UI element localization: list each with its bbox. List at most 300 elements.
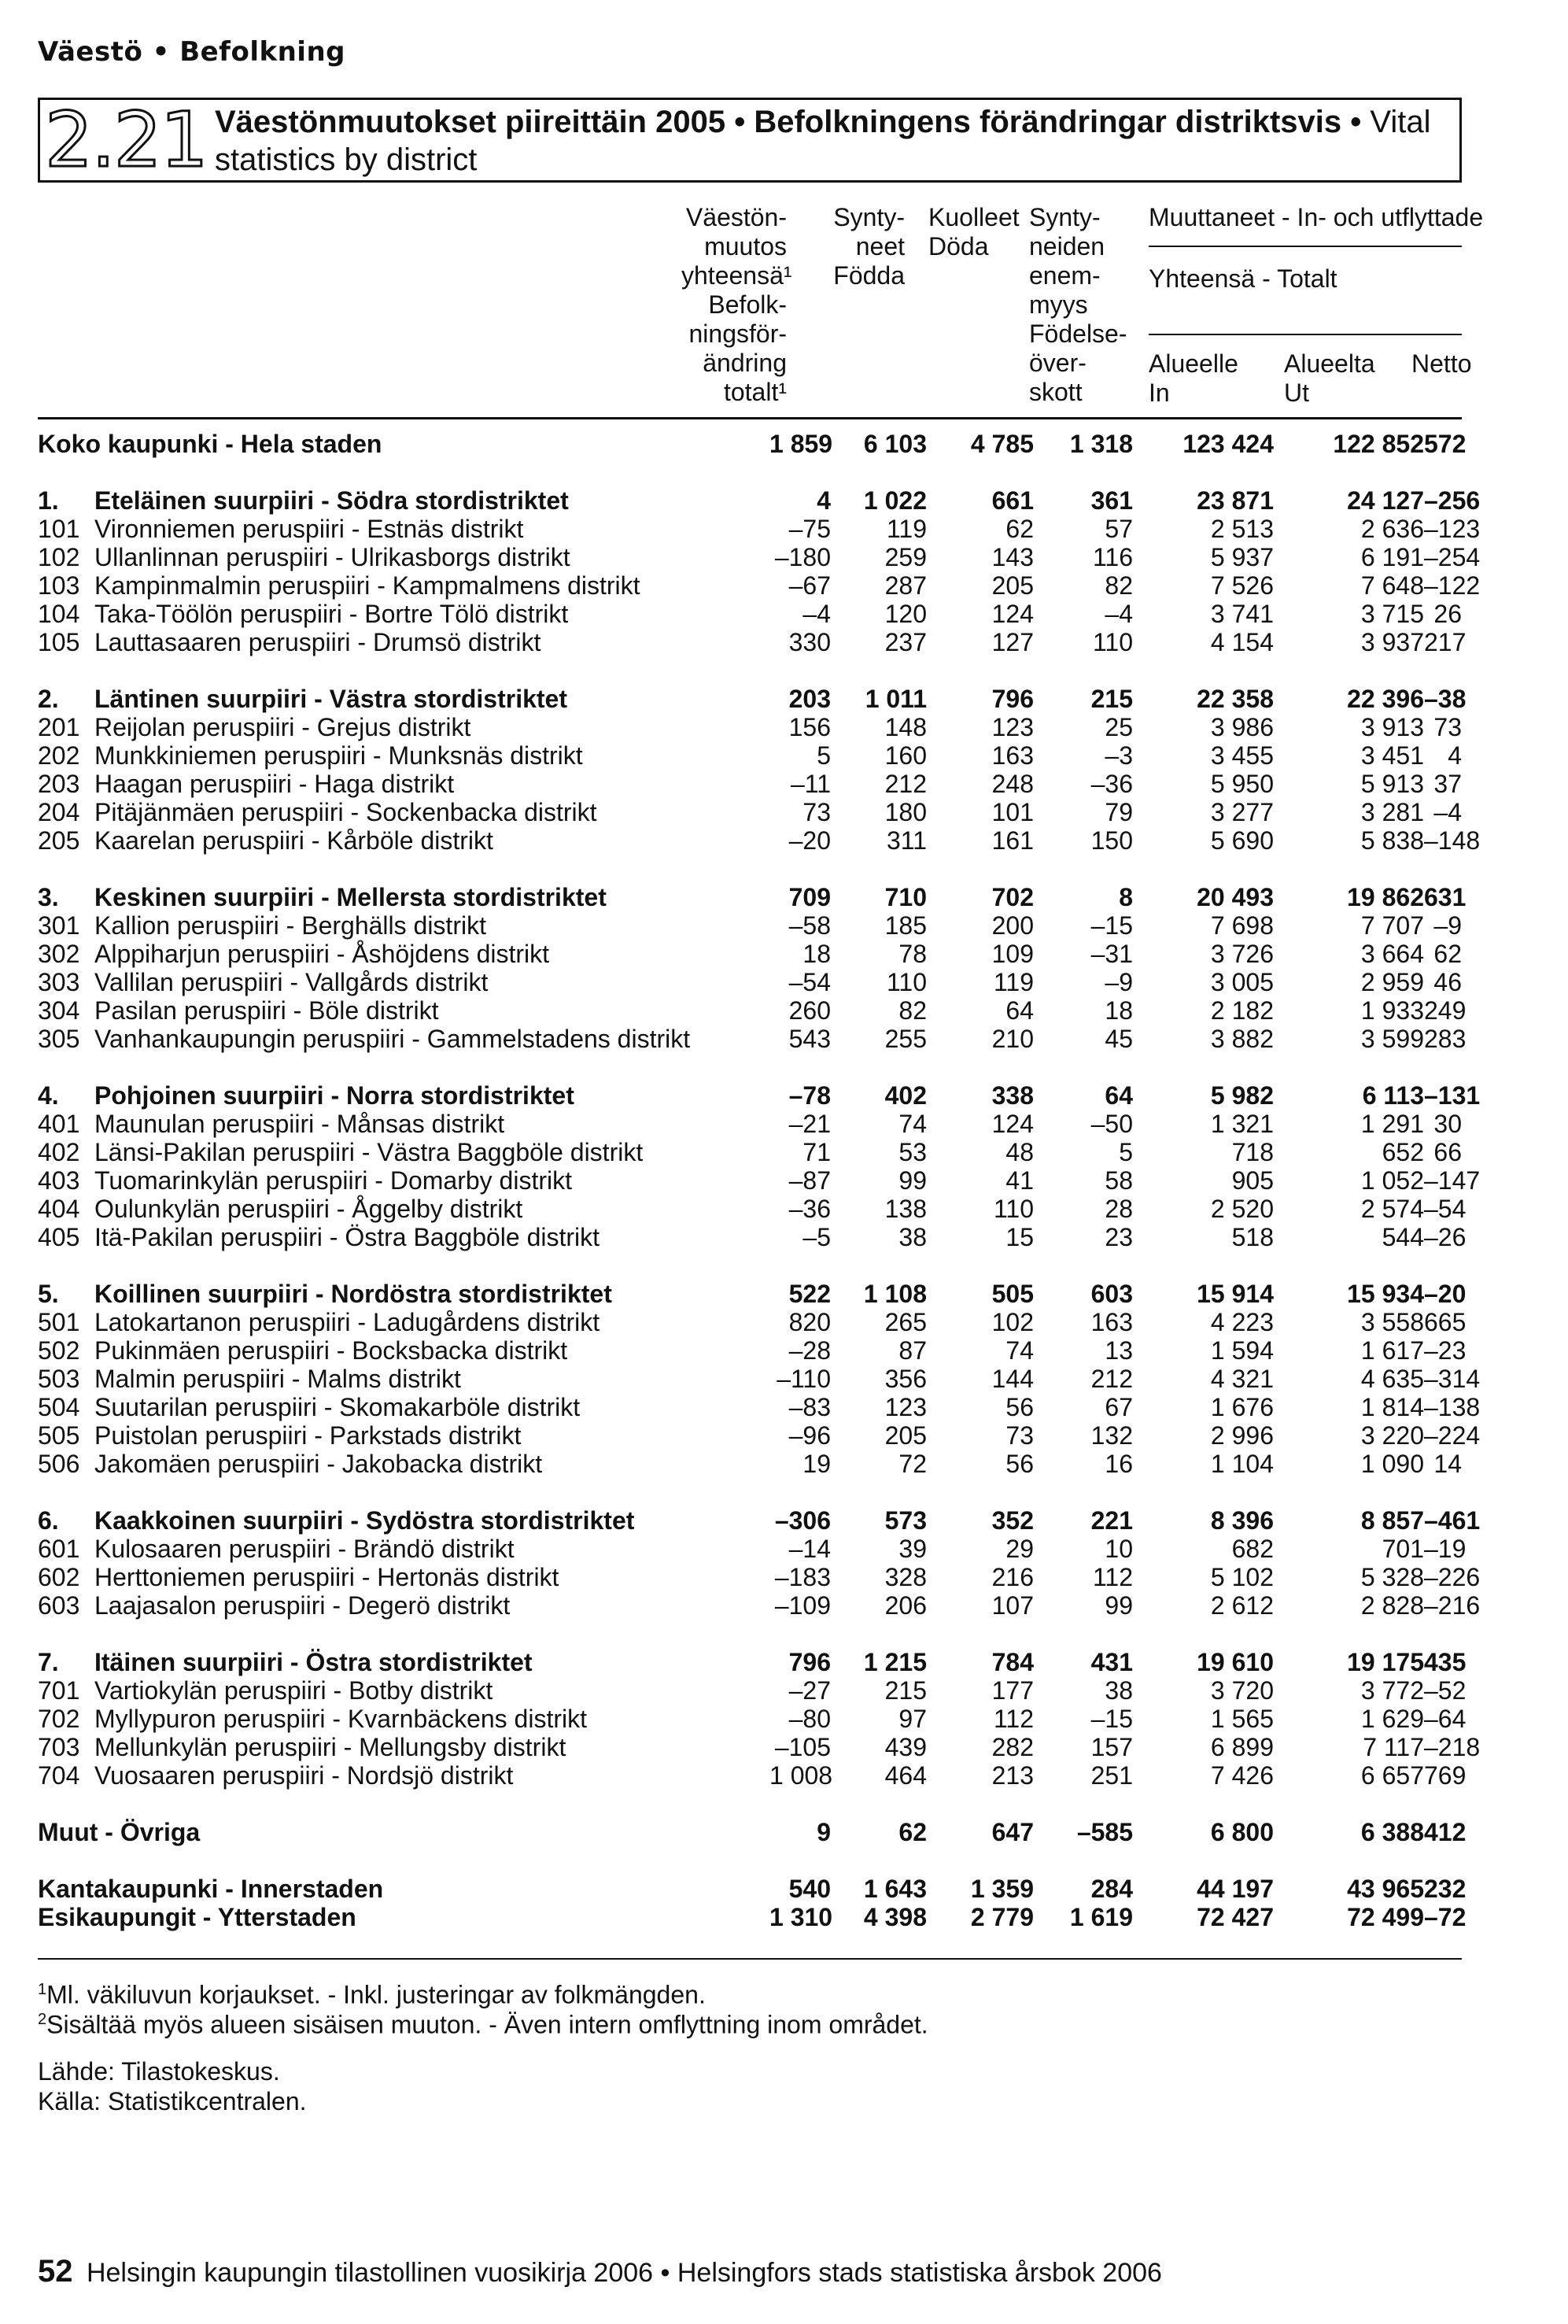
district-name: Kantakaupunki - Innerstaden [38,1875,384,1903]
cell-total-change: 9 [817,1818,831,1846]
cell-in-migration: 7 426 [1210,1761,1274,1790]
cell-total-change: –67 [788,571,831,600]
spacer-row [38,1790,1462,1818]
cell-deaths: 41 [1005,1166,1034,1195]
cell-births: 138 [884,1195,927,1223]
cell-births: 328 [884,1563,927,1591]
table-row-summary [38,1903,1462,1931]
cell-in-migration: 2 520 [1210,1195,1274,1223]
cell-births: 72 [898,1450,927,1478]
cell-deaths: 4 785 [970,430,1034,458]
cell-births: 1 022 [863,486,927,515]
table-row [38,911,1462,940]
district-name: Kaarelan peruspiiri - Kårböle distrikt [94,826,493,855]
cell-total-change: –87 [788,1166,831,1195]
cell-in-migration: 3 882 [1210,1025,1274,1053]
cell-out-migration: 1 291 [1360,1110,1424,1138]
table-row [38,940,1462,968]
cell-deaths: 352 [991,1506,1034,1535]
col-head-migration-group: Muuttaneet - In- och utflyttade [1149,203,1484,231]
cell-out-migration: 2 574 [1360,1195,1424,1223]
cell-natural-increase: 212 [1090,1365,1133,1393]
cell-deaths: 200 [991,911,1034,940]
cell-out-migration: 3 664 [1360,940,1424,968]
cell-births: 38 [898,1223,927,1251]
district-name: Mellunkylän peruspiiri - Mellungsby distrikt [94,1733,566,1761]
table-row-summary [38,1280,1462,1308]
cell-total-change: –11 [790,770,831,798]
cell-total-change: –96 [788,1421,831,1450]
cell-deaths: 177 [991,1676,1034,1705]
cell-net-migration: 232 [1424,1875,1467,1903]
statistics-table [38,430,1481,1931]
district-code: 305 [38,1025,80,1053]
cell-out-migration: 2 959 [1360,968,1424,996]
district-code: 102 [38,543,80,571]
cell-net-migration: –131 [1424,1081,1481,1110]
district-code: 304 [38,996,80,1025]
cell-net-migration: –4 [1433,798,1462,826]
footnote-2-mark: 2 [38,2011,47,2028]
cell-deaths: 248 [991,770,1034,798]
cell-total-change: –109 [774,1591,831,1620]
cell-deaths: 163 [991,741,1034,770]
table-row [38,1025,1462,1053]
cell-net-migration: 249 [1424,996,1467,1025]
cell-in-migration: 22 358 [1197,685,1274,713]
cell-out-migration: 5 913 [1360,770,1424,798]
cell-natural-increase: 221 [1090,1506,1133,1535]
cell-births: 82 [898,996,927,1025]
table-row [38,1223,1462,1251]
cell-natural-increase: 431 [1090,1648,1133,1676]
cell-in-migration: 1 104 [1210,1450,1274,1478]
district-code: 203 [38,770,80,798]
table-row [38,1195,1462,1223]
table-title-box [38,98,1462,183]
source-fi: Lähde: Tilastokeskus. [38,2057,280,2086]
cell-total-change: –36 [788,1195,831,1223]
spacer-row [38,1053,1462,1081]
table-row [38,515,1462,543]
district-code: 302 [38,940,80,968]
cell-net-migration: –147 [1424,1166,1481,1195]
table-row-summary [38,1818,1462,1846]
cell-natural-increase: –50 [1090,1110,1133,1138]
district-name: Esikaupungit - Ytterstaden [38,1903,356,1931]
district-name: Kallion peruspiiri - Berghälls distrikt [94,911,486,940]
cell-births: 4 398 [863,1903,927,1931]
table-row [38,1138,1462,1166]
cell-total-change: 71 [802,1138,831,1166]
cell-natural-increase: –585 [1076,1818,1133,1846]
cell-births: 123 [884,1393,927,1421]
col-head-natural-increase: Synty- neiden enem- myys Födelse- över- skott [1029,203,1127,406]
district-code: 1. [38,486,59,515]
cell-in-migration: 905 [1231,1166,1274,1195]
cell-total-change: 543 [788,1025,831,1053]
cell-net-migration: 435 [1424,1648,1467,1676]
running-head: Väestö • Befolkning [38,36,346,68]
cell-total-change: –306 [774,1506,831,1535]
cell-in-migration: 3 741 [1210,600,1274,628]
cell-natural-increase: 163 [1090,1308,1133,1336]
district-code: 504 [38,1393,80,1421]
cell-out-migration: 3 937 [1360,628,1424,656]
cell-total-change: –75 [788,515,831,543]
district-code: 4. [38,1081,59,1110]
cell-total-change: 260 [788,996,831,1025]
table-row [38,571,1462,600]
district-code: 401 [38,1110,80,1138]
cell-in-migration: 3 726 [1210,940,1274,968]
district-code: 201 [38,713,80,741]
district-name: Jakomäen peruspiiri - Jakobacka distrikt [94,1450,543,1478]
district-name: Tuomarinkylän peruspiiri - Domarby distrikt [94,1166,572,1195]
cell-net-migration: 30 [1433,1110,1462,1138]
cell-in-migration: 2 513 [1210,515,1274,543]
district-name: Muut - Övriga [38,1818,201,1846]
cell-in-migration: 6 800 [1210,1818,1274,1846]
cell-net-migration: –138 [1424,1393,1481,1421]
cell-natural-increase: –31 [1090,940,1133,968]
cell-total-change: 19 [802,1450,831,1478]
cell-births: 439 [884,1733,927,1761]
cell-total-change: –21 [788,1110,831,1138]
cell-in-migration: 682 [1231,1535,1274,1563]
cell-natural-increase: 10 [1105,1535,1133,1563]
cell-total-change: 4 [817,486,831,515]
cell-deaths: 216 [991,1563,1034,1591]
cell-deaths: 56 [1005,1393,1034,1421]
cell-total-change: 796 [788,1648,831,1676]
col-head-out: Alueelta Ut [1284,349,1375,407]
cell-net-migration: 4 [1448,741,1462,770]
cell-total-change: 73 [802,798,831,826]
cell-deaths: 107 [991,1591,1034,1620]
table-row [38,968,1462,996]
table-title-bold: Väestönmuutokset piireittäin 2005 • Befolkningens förändringar distriktsvis • [215,105,1362,139]
cell-natural-increase: 1 619 [1069,1903,1133,1931]
cell-out-migration: 3 220 [1360,1421,1424,1450]
cell-in-migration: 7 526 [1210,571,1274,600]
district-code: 506 [38,1450,80,1478]
cell-deaths: 15 [1005,1223,1034,1251]
district-name: Keskinen suurpiiri - Mellersta stordistriktet [94,883,607,911]
cell-out-migration: 3 913 [1360,713,1424,741]
district-code: 103 [38,571,80,600]
spacer-row [38,458,1462,486]
cell-out-migration: 3 451 [1360,741,1424,770]
cell-births: 110 [886,968,927,996]
cell-net-migration: –19 [1424,1535,1467,1563]
cell-births: 255 [884,1025,927,1053]
cell-deaths: 647 [991,1818,1034,1846]
migration-group-rule [1149,246,1462,247]
cell-natural-increase: 112 [1092,1563,1133,1591]
cell-total-change: –28 [788,1336,831,1365]
cell-total-change: –78 [788,1081,831,1110]
cell-births: 1 215 [863,1648,927,1676]
cell-natural-increase: 215 [1090,685,1133,713]
cell-total-change: 18 [802,940,831,968]
cell-births: 39 [898,1535,927,1563]
source-sv: Källa: Statistikcentralen. [38,2087,307,2115]
cell-deaths: 2 779 [970,1903,1034,1931]
table-row [38,1110,1462,1138]
cell-total-change: 709 [788,883,831,911]
cell-net-migration: 572 [1424,430,1467,458]
cell-natural-increase: 25 [1105,713,1133,741]
cell-deaths: 144 [991,1365,1034,1393]
district-name: Koillinen suurpiiri - Nordöstra stordistriktet [94,1280,612,1308]
footnote-2 [38,2005,928,2039]
cell-deaths: 110 [993,1195,1034,1223]
cell-net-migration: 14 [1433,1450,1462,1478]
cell-in-migration: 1 321 [1210,1110,1274,1138]
table-row [38,600,1462,628]
cell-out-migration: 5 838 [1360,826,1424,855]
cell-births: 180 [884,798,927,826]
table-row [38,1563,1462,1591]
table-row [38,1450,1462,1478]
cell-natural-increase: –15 [1090,1705,1133,1733]
cell-net-migration: 283 [1424,1025,1467,1053]
table-row [38,1308,1462,1336]
cell-deaths: 62 [1005,515,1034,543]
cell-in-migration: 5 950 [1210,770,1274,798]
cell-births: 206 [884,1591,927,1620]
district-name: Oulunkylän peruspiiri - Åggelby distrikt [94,1195,523,1223]
cell-natural-increase: 82 [1105,571,1133,600]
cell-out-migration: 701 [1382,1535,1424,1563]
cell-net-migration: –123 [1424,515,1481,543]
cell-out-migration: 72 499 [1347,1903,1424,1931]
cell-net-migration: –461 [1424,1506,1481,1535]
table-row-summary [38,1875,1462,1903]
table-row [38,826,1462,855]
district-name: Pitäjänmäen peruspiiri - Sockenbacka distrikt [94,798,597,826]
cell-natural-increase: 23 [1105,1223,1133,1251]
district-code: 702 [38,1705,80,1733]
cell-total-change: 540 [788,1875,831,1903]
cell-net-migration: –254 [1424,543,1481,571]
cell-in-migration: 19 610 [1197,1648,1274,1676]
cell-deaths: 123 [991,713,1034,741]
table-bottom-rule [38,1958,1462,1960]
cell-in-migration: 8 396 [1210,1506,1274,1535]
district-name: Itäinen suurpiiri - Östra stordistriktet [94,1648,533,1676]
cell-net-migration: 769 [1424,1761,1467,1790]
cell-births: 120 [884,600,927,628]
cell-deaths: 102 [991,1308,1034,1336]
cell-deaths: 796 [991,685,1034,713]
table-row [38,770,1462,798]
table-row [38,1591,1462,1620]
cell-net-migration: –20 [1424,1280,1467,1308]
cell-natural-increase: 99 [1105,1591,1133,1620]
cell-total-change: –83 [788,1393,831,1421]
district-name: Suutarilan peruspiiri - Skomakarböle distrikt [94,1393,581,1421]
cell-net-migration: –256 [1424,486,1481,515]
cell-in-migration: 5 690 [1210,826,1274,855]
table-row [38,1166,1462,1195]
cell-net-migration: 412 [1424,1818,1467,1846]
cell-births: 87 [898,1336,927,1365]
district-code: 501 [38,1308,80,1336]
table-row [38,628,1462,656]
cell-in-migration: 5 937 [1210,543,1274,571]
cell-natural-increase: 157 [1090,1733,1133,1761]
district-name: Kulosaaren peruspiiri - Brändö distrikt [94,1535,515,1563]
cell-total-change: 522 [788,1280,831,1308]
cell-out-migration: 6 113 [1362,1081,1424,1110]
cell-natural-increase: 38 [1105,1676,1133,1705]
cell-natural-increase: 603 [1090,1280,1133,1308]
cell-out-migration: 7 648 [1360,571,1424,600]
cell-total-change: –110 [777,1365,831,1393]
cell-natural-increase: 13 [1105,1336,1133,1365]
cell-births: 6 103 [863,430,927,458]
district-name: Pasilan peruspiiri - Böle distrikt [94,996,439,1025]
table-row [38,1761,1462,1790]
cell-deaths: 124 [991,600,1034,628]
spacer-row [38,855,1462,883]
district-name: Itä-Pakilan peruspiiri - Östra Baggböle distrikt [94,1223,600,1251]
table-number: 2.21 [45,96,207,184]
cell-natural-increase: 57 [1105,515,1133,543]
district-name: Läntinen suurpiiri - Västra stordistriktet [94,685,567,713]
footnote-1-mark: 1 [38,1981,47,1998]
district-code: 505 [38,1421,80,1450]
cell-deaths: 119 [993,968,1034,996]
district-code: 301 [38,911,80,940]
cell-total-change: 156 [788,713,831,741]
cell-net-migration: 665 [1424,1308,1467,1336]
footnote-1-text: Ml. väkiluvun korjaukset. - Inkl. justeringar av folkmängden. [46,1980,706,2009]
district-code: 503 [38,1365,80,1393]
district-code: 104 [38,600,80,628]
cell-in-migration: 3 455 [1210,741,1274,770]
cell-natural-increase: 284 [1090,1875,1133,1903]
cell-in-migration: 3 720 [1210,1676,1274,1705]
district-name: Vironniemen peruspiiri - Estnäs distrikt [94,515,524,543]
cell-in-migration: 2 612 [1210,1591,1274,1620]
cell-out-migration: 6 657 [1360,1761,1424,1790]
cell-net-migration: –148 [1424,826,1481,855]
cell-natural-increase: –15 [1090,911,1133,940]
cell-in-migration: 1 676 [1210,1393,1274,1421]
cell-deaths: 661 [991,486,1034,515]
col-head-migration-total: Yhteensä - Totalt [1149,264,1337,293]
district-name: Eteläinen suurpiiri - Södra stordistriktet [94,486,569,515]
cell-deaths: 161 [991,826,1034,855]
table-row-summary [38,1506,1462,1535]
cell-net-migration: 46 [1433,968,1462,996]
cell-net-migration: 37 [1433,770,1462,798]
district-code: 601 [38,1535,80,1563]
table-row [38,1733,1462,1761]
footnote-2-text: Sisältää myös alueen sisäisen muuton. - Även intern omflyttning inom området. [46,2010,928,2039]
cell-in-migration: 1 565 [1210,1705,1274,1733]
cell-out-migration: 15 934 [1347,1280,1424,1308]
footnote-1 [38,1975,706,2009]
cell-out-migration: 544 [1382,1223,1424,1251]
cell-out-migration: 1 617 [1360,1336,1424,1365]
cell-total-change: –183 [774,1563,831,1591]
district-code: 204 [38,798,80,826]
district-code: 101 [38,515,80,543]
table-row [38,1336,1462,1365]
cell-births: 74 [898,1110,927,1138]
cell-out-migration: 122 852 [1333,430,1424,458]
cell-out-migration: 3 715 [1360,600,1424,628]
cell-net-migration: –52 [1424,1676,1467,1705]
header-bottom-rule [38,417,1462,419]
cell-births: 212 [884,770,927,798]
district-name: Kampinmalmin peruspiiri - Kampmalmens distrikt [94,571,640,600]
cell-out-migration: 1 052 [1360,1166,1424,1195]
cell-births: 573 [884,1506,927,1535]
page-number: 52 [38,2254,73,2289]
district-name: Koko kaupunki - Hela staden [38,430,382,458]
cell-deaths: 56 [1005,1450,1034,1478]
cell-in-migration: 4 223 [1210,1308,1274,1336]
cell-in-migration: 518 [1231,1223,1274,1251]
district-code: 603 [38,1591,80,1620]
cell-net-migration: 26 [1433,600,1462,628]
cell-out-migration: 24 127 [1347,486,1424,515]
cell-natural-increase: 1 318 [1069,430,1133,458]
cell-natural-increase: –36 [1090,770,1133,798]
district-code: 205 [38,826,80,855]
cell-deaths: 1 359 [970,1875,1034,1903]
cell-net-migration: 631 [1424,883,1467,911]
cell-total-change: –20 [788,826,831,855]
district-name: Munkkiniemen peruspiiri - Munksnäs distrikt [94,741,583,770]
table-row [38,1535,1462,1563]
cell-in-migration: 23 871 [1197,486,1274,515]
cell-total-change: 820 [788,1308,831,1336]
cell-births: 464 [884,1761,927,1790]
table-row [38,996,1462,1025]
cell-out-migration: 7 707 [1360,911,1424,940]
table-title [215,103,1455,179]
cell-births: 259 [884,543,927,571]
cell-births: 62 [898,1818,927,1846]
cell-net-migration: 217 [1424,628,1467,656]
cell-deaths: 702 [991,883,1034,911]
table-row [38,713,1462,741]
cell-in-migration: 4 154 [1210,628,1274,656]
cell-total-change: 330 [788,628,831,656]
cell-in-migration: 718 [1231,1138,1274,1166]
cell-in-migration: 3 277 [1210,798,1274,826]
cell-total-change: –58 [788,911,831,940]
cell-out-migration: 8 857 [1360,1506,1424,1535]
cell-in-migration: 2 182 [1210,996,1274,1025]
cell-in-migration: 4 321 [1210,1365,1274,1393]
cell-out-migration: 652 [1382,1138,1424,1166]
cell-net-migration: –23 [1424,1336,1467,1365]
footer-text: Helsingin kaupungin tilastollinen vuosikirja 2006 • Helsingfors stads statistiska årsbok 2006 [86,2258,1162,2288]
table-row-summary [38,1648,1462,1676]
cell-out-migration: 3 772 [1360,1676,1424,1705]
cell-net-migration: –216 [1424,1591,1481,1620]
cell-in-migration: 123 424 [1182,430,1274,458]
table-row-summary [38,1081,1462,1110]
cell-natural-increase: –9 [1105,968,1133,996]
